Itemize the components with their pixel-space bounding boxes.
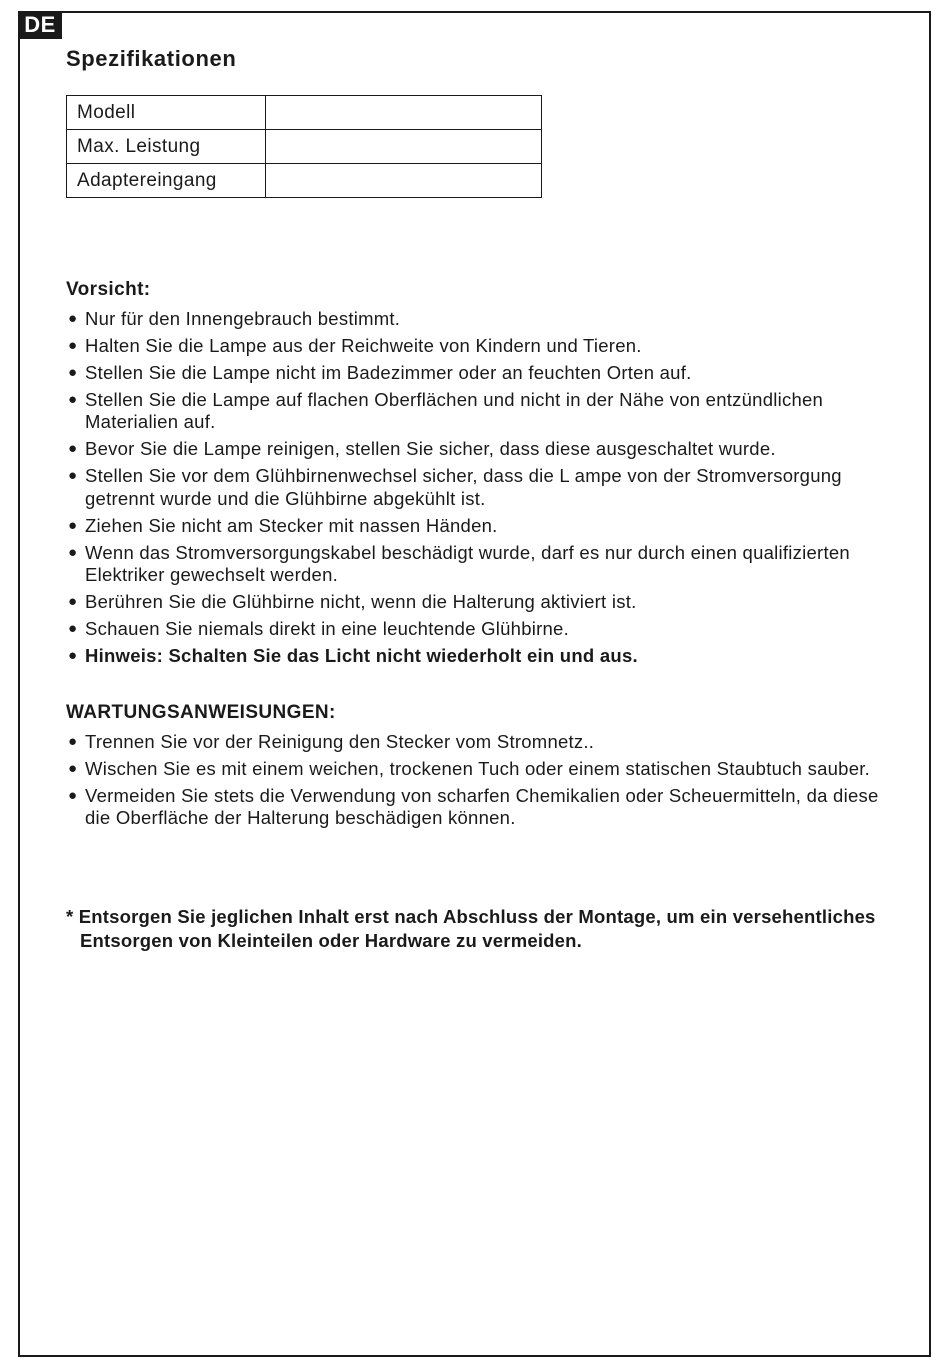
caution-list [66, 308, 886, 668]
language-badge: DE [18, 11, 62, 39]
maintenance-section [66, 700, 886, 830]
list-item-text: Vermeiden Sie stets die Verwendung von scharfen Chemikalien oder Scheuermitteln, da diese die Oberfläche der Halterung beschädigen können. [85, 784, 879, 828]
caution-title: Vorsicht: [66, 279, 151, 300]
bullet-icon: ● [68, 516, 78, 534]
list-item-text: Nur für den Innengebrauch bestimmt. [85, 307, 401, 329]
list-item [66, 731, 886, 754]
bullet-icon: ● [68, 336, 78, 354]
page-frame [18, 11, 931, 1357]
specifications-title: Spezifikationen [66, 46, 237, 71]
list-item [66, 515, 886, 538]
list-item-text: Schauen Sie niemals direkt in eine leuchtende Glühbirne. [85, 618, 569, 639]
spec-row-max-power [67, 130, 542, 164]
maintenance-list [66, 731, 886, 830]
list-item-text: Berühren Sie die Glühbirne nicht, wenn die Halterung aktiviert ist. [85, 591, 637, 612]
list-item-text: Ziehen Sie nicht am Stecker mit nassen Händen. [85, 514, 498, 536]
note-item [66, 645, 886, 668]
bullet-icon: ● [68, 309, 78, 327]
spec-label: Max. Leistung [67, 130, 266, 164]
list-item [66, 618, 886, 641]
list-item-text: Hinweis: Schalten Sie das Licht nicht wiederholt ein und aus. [85, 645, 638, 666]
list-item-text: Stellen Sie die Lampe nicht im Badezimmer oder an feuchten Orten auf. [85, 361, 692, 383]
list-item [66, 591, 886, 614]
bullet-icon: ● [68, 467, 78, 484]
bullet-icon: ● [68, 759, 78, 777]
spec-row-model [67, 96, 542, 130]
spec-row-adapter-input [67, 164, 542, 198]
list-item-text: Halten Sie die Lampe aus der Reichweite von Kindern und Tieren. [85, 334, 642, 356]
spec-value [266, 96, 542, 130]
list-item [66, 389, 886, 434]
list-item [66, 785, 886, 830]
caution-section [66, 277, 886, 668]
bullet-icon: ● [68, 440, 78, 457]
maintenance-title: WARTUNGSANWEISUNGEN: [66, 702, 336, 723]
list-item-text: Bevor Sie die Lampe reinigen, stellen Sie sicher, dass diese ausgeschaltet wurde. [85, 438, 776, 459]
bullet-icon: ● [68, 786, 78, 804]
spec-value [266, 164, 542, 198]
list-item-text: Wenn das Stromversorgungskabel beschädigt wurde, darf es nur durch einen qualifizierten Elektriker gewechselt werden. [85, 541, 850, 585]
bullet-icon: ● [68, 543, 78, 561]
spec-value [266, 130, 542, 164]
list-item-text: Wischen Sie es mit einem weichen, trockenen Tuch oder einem statischen Staubtuch sauber. [85, 757, 871, 779]
specifications-table [66, 95, 542, 198]
spec-label: Modell [67, 96, 266, 130]
list-item [66, 438, 886, 461]
bullet-icon: ● [68, 390, 78, 408]
list-item [66, 308, 886, 331]
bullet-icon: ● [68, 647, 78, 664]
bullet-icon: ● [68, 593, 78, 610]
list-item [66, 465, 886, 510]
list-item [66, 758, 886, 781]
list-item [66, 362, 886, 385]
bullet-icon: ● [68, 363, 78, 381]
bullet-icon: ● [68, 620, 78, 637]
bullet-icon: ● [68, 732, 78, 750]
list-item-text: Stellen Sie vor dem Glühbirnenwechsel sicher, dass die L ampe von der Stromversorgung getrennt wurde und die Glühbirne abgekühlt ist. [85, 465, 842, 509]
list-item-text: Stellen Sie die Lampe auf flachen Oberflächen und nicht in der Nähe von entzündlichen Materialien auf. [85, 388, 824, 432]
list-item [66, 542, 886, 587]
spec-label: Adaptereingang [67, 164, 266, 198]
list-item-text: Trennen Sie vor der Reinigung den Stecker vom Stromnetz.. [85, 730, 595, 752]
list-item [66, 335, 886, 358]
disposal-note: * Entsorgen Sie jeglichen Inhalt erst nach Abschluss der Montage, um ein versehentliches Entsorgen von Kleinteilen oder Hardware zu vermeiden. [66, 906, 876, 951]
